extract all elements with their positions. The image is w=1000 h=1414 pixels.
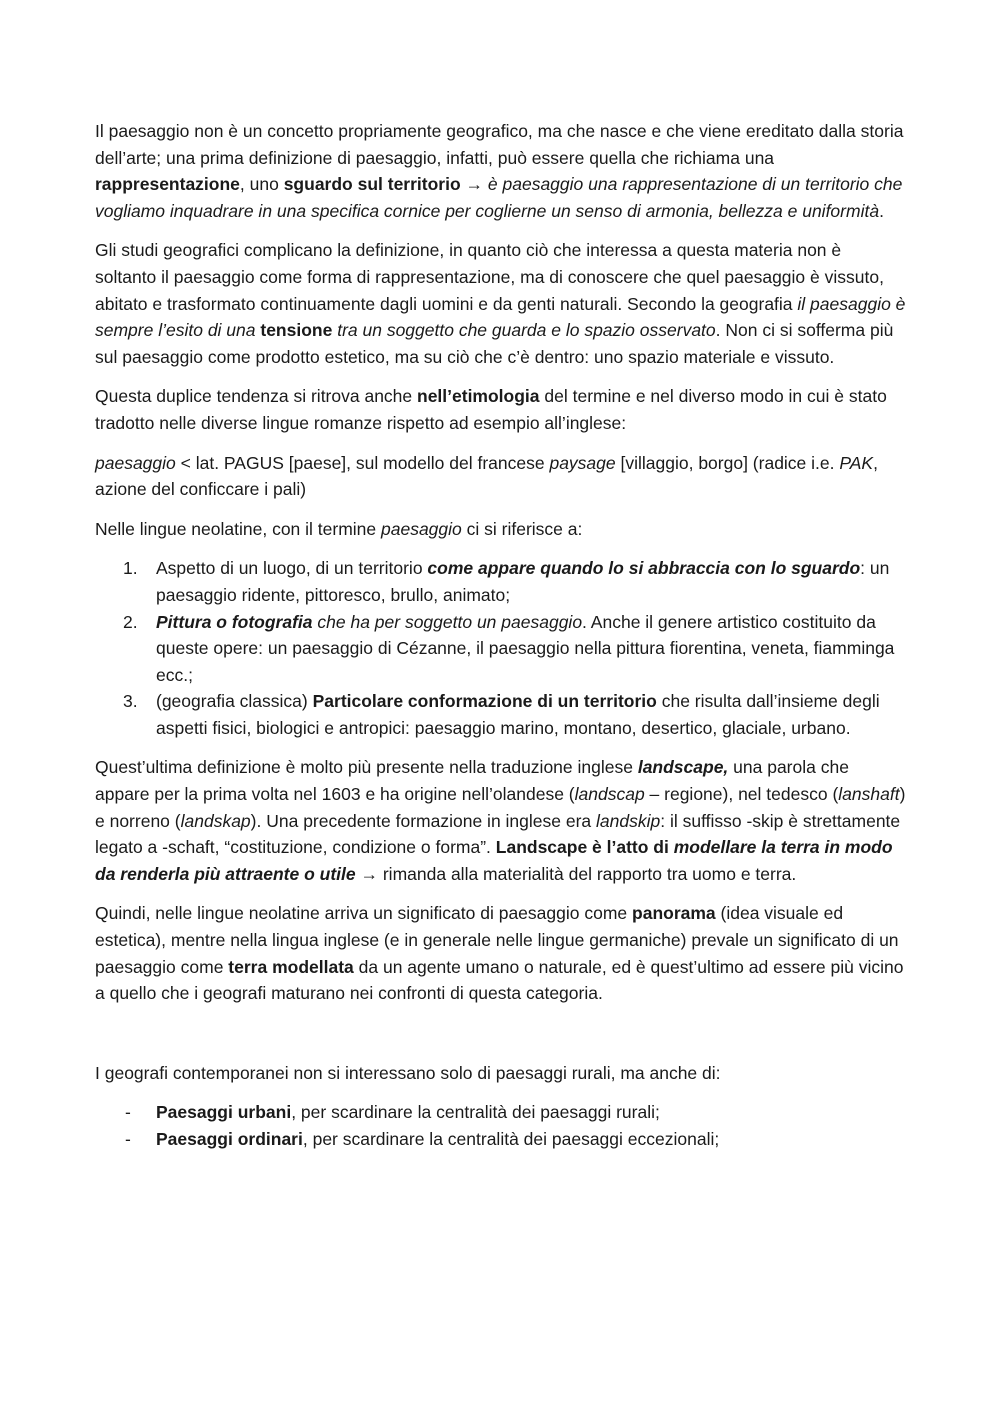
list-marker: 3. [123,691,138,712]
list-item [95,1099,907,1126]
text-run: rimanda alla materialità del rapporto tra uomo e terra. [382,863,797,884]
text-run: è paesaggio una rappresentazione di un territorio che vogliamo inquadrare in una specifica cornice per coglierne un senso di armonia, bellezza e uniformità [95,174,908,221]
text-run: Questa duplice tendenza si ritrova anche [95,386,417,407]
text-run: : il suffisso -skip è strettamente legato a -schaft, “costituzione, condizione o forma”. [95,810,906,858]
text-run: Quest’ultima definizione è molto più presente nella traduzione inglese [95,757,638,778]
text-run: . Non ci si sofferma più sul paesaggio come prodotto estetico, ma su ciò che c’è dentro: uno spazio materiale e vissuto. [95,320,899,367]
landscape-paragraphs [95,754,911,1006]
text-run: landscape, [637,757,729,778]
list-item [95,688,907,741]
text-run: Il paesaggio non è un concetto propriamente geografico, ma che nasce e che viene ereditato dalla storia dell’arte; una prima definizione di paesaggio, infatti, può essere quella che richiama una [95,121,909,168]
text-run: . [879,200,884,221]
list-item-text [156,691,884,738]
text-run: Aspetto di un luogo, di un territorio [156,558,428,579]
landscape-types-list [95,1099,907,1152]
text-run: tensione [260,320,333,341]
text-run: Paesaggi urbani [156,1102,292,1123]
text-run: Gli studi geografici complicano la definizione, in quanto ciò che interessa a questa materia non è soltanto il paesaggio come forma di rappresentazione, ma di conoscere che quel paesaggio è vissuto, abitato e trasformato continuamente dagli uomini e da genti naturali. Secondo la geografia [95,240,889,314]
text-run: panorama [632,903,716,924]
paragraph [95,754,911,887]
text-run: . Anche il genere artistico costituito da queste opere: un paesaggio di Cézanne, il paesaggio nella pittura fiorentina, veneta, fiamminga ecc.; [156,611,900,685]
list-item-text [156,558,894,605]
document-page [95,118,911,1166]
text-run: → [460,174,488,195]
text-run: il paesaggio è sempre l’esito di una [95,293,911,341]
text-run: → [355,863,383,884]
text-run: PAK [839,452,874,473]
text-run: lanshaft [838,784,900,805]
text-run: paesaggio [95,452,176,473]
paragraph [95,237,911,370]
paragraph [95,900,907,1006]
text-run: modellare la terra in modo da renderla più attraente o utile [95,837,898,884]
text-run: landskap [180,810,251,831]
text-run: che risulta dall’insieme degli aspetti fisici, biologici e antropici: paesaggio marino, montano, desertico, glaciale, urbano. [156,691,885,738]
text-run: paesaggio [381,518,462,539]
text-run: rappresentazione [95,174,240,195]
list-marker: 2. [123,611,138,632]
paragraph [95,1060,907,1087]
text-run: Quindi, nelle lingue neolatine arriva un significato di paesaggio come [95,903,633,924]
text-run: [villaggio, borgo] (radice i.e. [615,452,840,473]
text-run: una parola che appare per la prima volta nel 1603 e ha origine nell’olandese ( [95,757,854,805]
text-run: , azione del conficcare i pali) [95,452,883,500]
text-run: , uno [239,174,284,195]
text-run: sguardo sul territorio [283,174,461,195]
list-item-text [156,612,899,685]
text-run: ci si riferisce a: [461,518,583,539]
list-item-text [156,1129,719,1149]
text-run: < lat. PAGUS [paese], sul modello del francese [175,452,550,473]
paragraph [95,383,907,436]
text-run: terra modellata [228,956,354,977]
text-run: Pittura o fotografia [156,611,313,632]
text-run: tra un soggetto che guarda e lo spazio osservato [332,320,716,341]
text-run: ). Una precedente formazione in inglese era [250,810,597,831]
paragraph [95,118,907,224]
text-run: Paesaggi ordinari [156,1129,303,1149]
list-marker: - [125,1102,131,1123]
text-run: , per scardinare la centralità dei paesaggi rurali; [291,1102,660,1123]
text-run: paysage [549,452,616,473]
text-run: : un paesaggio ridente, pittoresco, brullo, animato; [156,558,895,605]
text-run: landskip [596,810,661,831]
text-run: landscap [574,784,645,805]
paragraph [95,516,907,543]
text-run: nell’etimologia [417,386,540,407]
text-run: I geografi contemporanei non si interessano solo di paesaggi rurali, ma anche di: [95,1062,721,1083]
list-item-text [156,1102,660,1122]
list-item [95,555,907,608]
text-run: come appare quando lo si abbraccia con lo sguardo [427,558,861,579]
contemporary-paragraph [95,1060,907,1087]
intro-paragraphs [95,118,911,542]
text-run: da un agente umano o naturale, ed è quest’ultimo ad essere più vicino a quello che i geografi maturano nei confronti di questa categoria. [95,956,909,1004]
list-item [95,1126,907,1153]
text-run: ) e norreno ( [95,784,911,831]
text-run: – regione), nel tedesco ( [644,784,839,805]
text-run: , per scardinare la centralità dei paesaggi eccezionali; [302,1129,720,1149]
definitions-list [95,555,907,741]
section-gap [95,1020,907,1060]
list-item [95,609,907,689]
text-run: del termine e nel diverso modo in cui è stato tradotto nelle diverse lingue romanze rispetto ad esempio all’inglese: [95,386,892,433]
paragraph [95,450,907,503]
text-run: Landscape è l’atto di [495,837,674,858]
list-marker: 1. [123,558,138,579]
text-run: Particolare conformazione di un territorio [312,691,657,712]
text-run: (geografia classica) [156,691,313,712]
text-run: (idea visuale ed estetica), mentre nella lingua inglese (e in generale nelle lingue germaniche) prevale un significato di un paesaggio come [95,903,904,977]
text-run: che ha per soggetto un paesaggio [312,611,583,632]
text-run: Nelle lingue neolatine, con il termine [95,518,381,539]
list-marker: - [125,1129,131,1149]
